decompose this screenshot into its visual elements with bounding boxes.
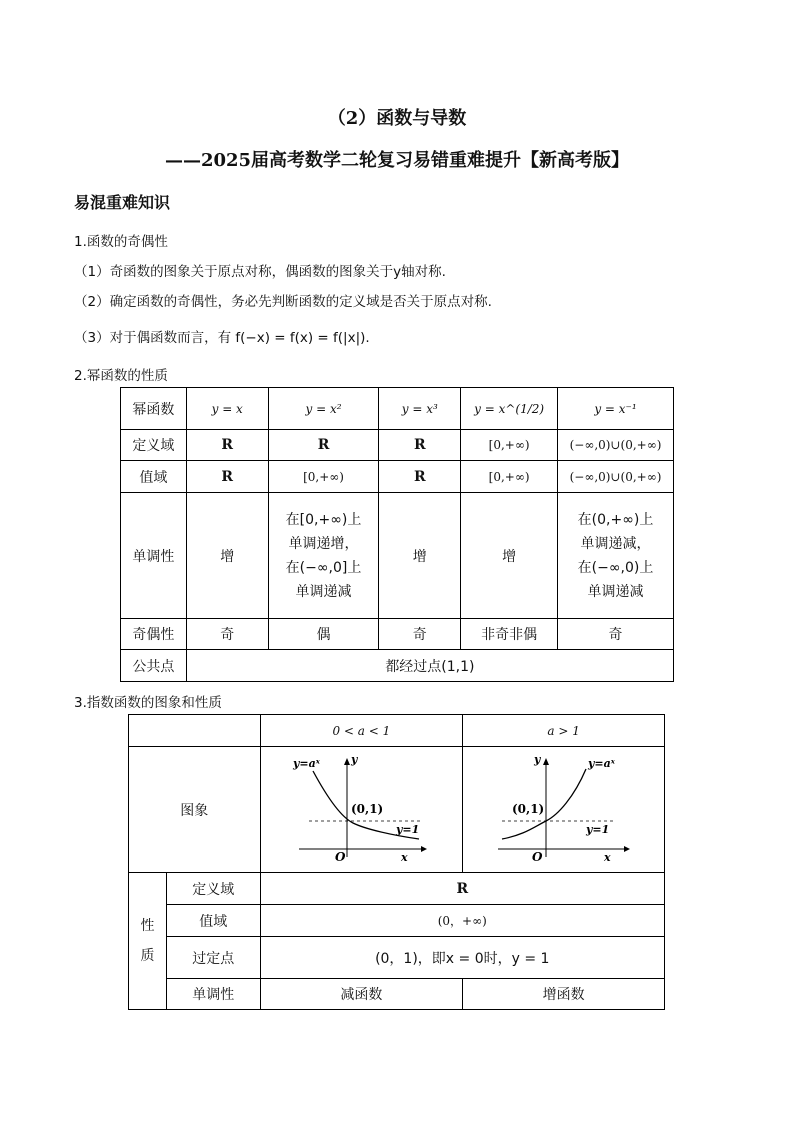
s1-item-3: （3）对于偶函数而言，有 f(−x) = f(x) = f(|x|). bbox=[74, 330, 370, 346]
table-cell: (0，1)，即x = 0时，y = 1 bbox=[260, 937, 664, 979]
x-axis-arrow bbox=[421, 846, 427, 852]
header-cell: y = x³ bbox=[379, 388, 461, 430]
row-label: 图象 bbox=[129, 747, 261, 873]
table-cell: R bbox=[186, 461, 268, 493]
header-cell: a > 1 bbox=[463, 715, 665, 747]
exponential-function-table bbox=[128, 714, 665, 1010]
row-label: 公共点 bbox=[121, 650, 187, 682]
decreasing-exponential-graph bbox=[291, 753, 431, 863]
s1-item-1: （1）奇函数的图象关于原点对称，偶函数的图象关于y轴对称. bbox=[74, 264, 446, 280]
doc-title: （2）函数与导数 bbox=[327, 108, 467, 129]
x-axis-arrow bbox=[624, 846, 630, 852]
x-axis-label: x bbox=[401, 850, 408, 863]
y-axis-arrow bbox=[344, 758, 350, 765]
header-cell: 幂函数 bbox=[121, 388, 187, 430]
point-label: (0,1) bbox=[511, 801, 544, 816]
hline-label: y=1 bbox=[585, 822, 609, 836]
table-cell: 增 bbox=[461, 493, 558, 619]
s3-heading: 3.指数函数的图象和性质 bbox=[74, 695, 222, 711]
cell-line: 单调递增， bbox=[288, 535, 359, 552]
table-cell bbox=[558, 493, 674, 619]
property-label bbox=[129, 873, 167, 1010]
table-cell: R bbox=[186, 430, 268, 461]
increasing-exponential-graph bbox=[494, 753, 634, 863]
table-cell bbox=[268, 493, 379, 619]
cell-line: 性 bbox=[140, 918, 155, 934]
point-label: (0,1) bbox=[351, 801, 384, 816]
cell-line: 单调递减 bbox=[587, 583, 644, 600]
table-cell: 增 bbox=[379, 493, 461, 619]
cell-line: 单调递减， bbox=[580, 535, 651, 552]
table-cell: 奇 bbox=[558, 619, 674, 650]
table-cell: [0,+∞) bbox=[268, 461, 379, 493]
table-cell: R bbox=[268, 430, 379, 461]
cell-line: 在[0,+∞)上 bbox=[285, 511, 362, 528]
table-cell: [0,+∞) bbox=[461, 461, 558, 493]
s1-item-2: （2）确定函数的奇偶性，务必先判断函数的定义域是否关于原点对称. bbox=[74, 294, 492, 310]
header-cell: y = x bbox=[186, 388, 268, 430]
x-axis-label: x bbox=[603, 850, 611, 863]
origin-label: O bbox=[335, 849, 346, 863]
cell-line: 在(−∞,0]上 bbox=[285, 559, 362, 576]
power-function-table bbox=[120, 387, 674, 682]
table-cell-span: 都经过点(1,1) bbox=[186, 650, 673, 682]
row-label: 单调性 bbox=[166, 979, 260, 1010]
header-cell: y = x² bbox=[268, 388, 379, 430]
blank-cell bbox=[129, 715, 261, 747]
table-cell: R bbox=[260, 873, 664, 905]
cell-line: 质 bbox=[140, 948, 155, 964]
graph-cell-increasing bbox=[463, 747, 665, 873]
row-label: 单调性 bbox=[121, 493, 187, 619]
hline-label: y=1 bbox=[396, 822, 420, 836]
row-label: 定义域 bbox=[166, 873, 260, 905]
table-cell: [0,+∞) bbox=[461, 430, 558, 461]
y-axis-arrow bbox=[543, 758, 549, 765]
header-cell: 0 < a < 1 bbox=[260, 715, 463, 747]
y-axis-label: y bbox=[351, 752, 358, 766]
table-cell: 增 bbox=[186, 493, 268, 619]
table-cell: 非奇非偶 bbox=[461, 619, 558, 650]
table-cell: 减函数 bbox=[260, 979, 463, 1010]
table-cell: R bbox=[379, 461, 461, 493]
table-cell: 奇 bbox=[186, 619, 268, 650]
table-cell: (−∞,0)∪(0,+∞) bbox=[558, 461, 674, 493]
table-cell: 增函数 bbox=[463, 979, 665, 1010]
row-label: 奇偶性 bbox=[121, 619, 187, 650]
cell-line: 在(−∞,0)上 bbox=[577, 559, 654, 576]
graph-cell-decreasing bbox=[260, 747, 463, 873]
table-cell: R bbox=[379, 430, 461, 461]
curve-label: y=aˣ bbox=[293, 756, 321, 770]
section-heading: 易混重难知识 bbox=[74, 193, 171, 212]
row-label: 过定点 bbox=[166, 937, 260, 979]
table-cell: (0，+∞) bbox=[260, 905, 664, 937]
table-cell: (−∞,0)∪(0,+∞) bbox=[558, 430, 674, 461]
row-label: 值域 bbox=[166, 905, 260, 937]
row-label: 定义域 bbox=[121, 430, 187, 461]
header-cell: y = x^(1/2) bbox=[461, 388, 558, 430]
origin-label: O bbox=[531, 849, 543, 863]
doc-subtitle: ——2025届高考数学二轮复习易错重难提升【新高考版】 bbox=[164, 150, 630, 171]
cell-line: 单调递减 bbox=[295, 583, 352, 600]
curve-label: y=aˣ bbox=[587, 756, 615, 770]
row-label: 值域 bbox=[121, 461, 187, 493]
header-cell: y = x⁻¹ bbox=[558, 388, 674, 430]
table-cell: 奇 bbox=[379, 619, 461, 650]
table-cell: 偶 bbox=[268, 619, 379, 650]
s1-heading: 1.函数的奇偶性 bbox=[74, 234, 168, 250]
y-axis-label: y bbox=[533, 752, 541, 766]
cell-line: 在(0,+∞)上 bbox=[577, 511, 654, 528]
s2-heading: 2.幂函数的性质 bbox=[74, 368, 168, 384]
